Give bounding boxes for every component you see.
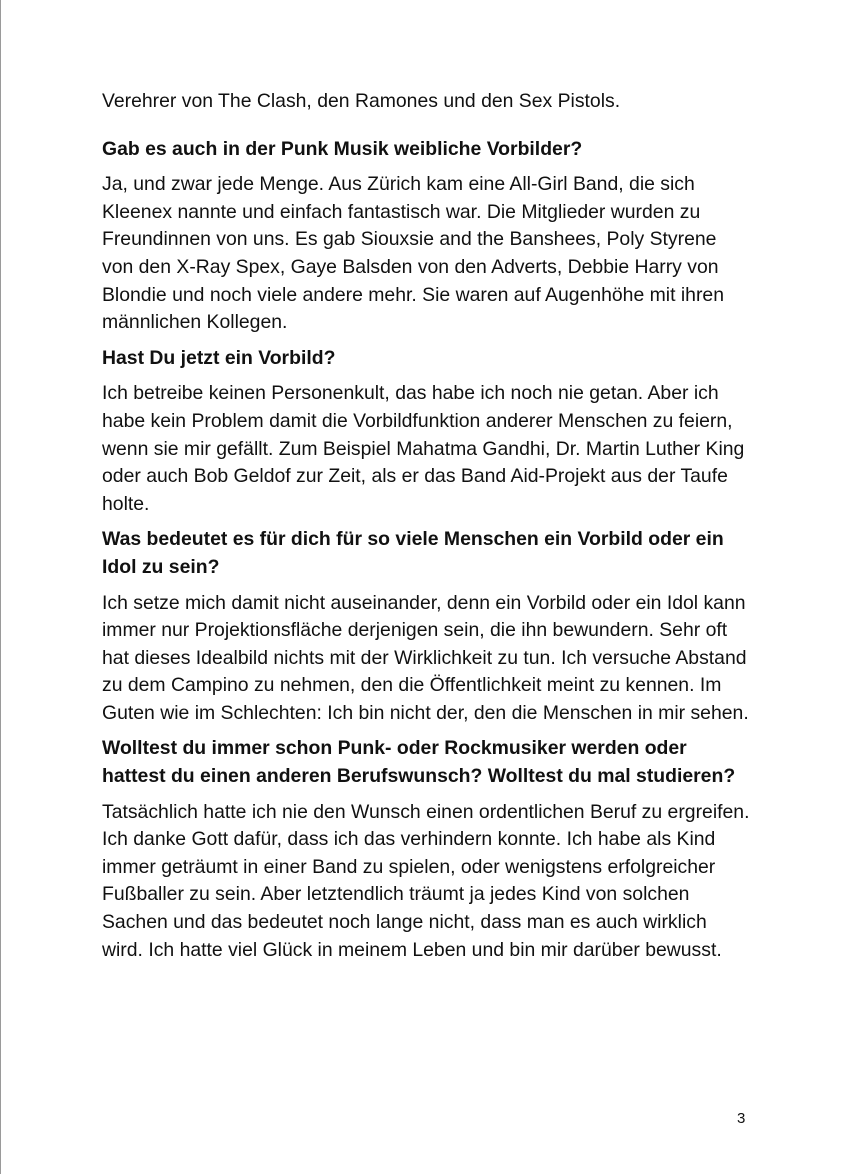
intro-line: Verehrer von The Clash, den Ramones und den Sex Pistols. — [102, 90, 621, 112]
question-2: Hast Du jetzt ein Vorbild? — [102, 346, 336, 369]
answer-3: Ich setze mich damit nicht auseinander, denn ein Vorbild oder ein Idol kann immer nur Projektionsfläche derjenigen sein, die ihn bewundern. Sehr oft hat dieses Idealbild nichts mit der Wirklichkeit zu tun. Ich versuche Abstand zu dem Campino zu nehmen, den die Öffentlichkeit meint zu kennen. Im Guten wie im Schlechten: Ich bin nicht der, den die Menschen in mir sehen. — [102, 591, 749, 724]
question-1: Gab es auch in der Punk Musik weibliche Vorbilder? — [102, 137, 583, 160]
question-3: Was bedeutet es für dich für so viele Menschen ein Vorbild oder ein Idol zu sein? — [102, 528, 724, 578]
page-number: 3 — [737, 1110, 746, 1127]
answer-2: Ich betreibe keinen Personenkult, das habe ich noch nie getan. Aber ich habe kein Problem damit die Vorbildfunktion anderer Menschen zu feiern, wenn sie mir gefällt. Zum Beispiel Mahatma Gandhi, Dr. Martin Luther King oder auch Bob Geldof zur Zeit, als er das Band Aid-Projekt aus der Taufe holte. — [102, 382, 745, 515]
question-4: Wolltest du immer schon Punk- oder Rockmusiker werden oder hattest du einen anderen Berufswunsch? Wolltest du mal studieren? — [102, 737, 736, 788]
page-content — [102, 88, 752, 972]
answer-4: Tatsächlich hatte ich nie den Wunsch einen ordentlichen Beruf zu ergreifen. Ich danke Gott dafür, dass ich das verhindern konnte. Ich habe als Kind immer geträumt in einer Band zu spielen, oder wenigstens erfolgreicher Fußballer zu sein. Aber letztendlich träumt ja jedes Kind von solchen Sachen und das bedeutet noch lange nicht, dass man es auch wirklich wird. Ich hatte viel Glück in meinem Leben und bin mir darüber bewusst. — [102, 800, 750, 961]
answer-1: Ja, und zwar jede Menge. Aus Zürich kam eine All-Girl Band, die sich Kleenex nannte und einfach fantastisch war. Die Mitglieder wurden zu Freundinnen von uns. Es gab Siouxsie and the Banshees, Poly Styrene von den X-Ray Spex, Gaye Balsden von den Adverts, Debbie Harry von Blondie und noch viele andere mehr. Sie waren auf Augenhöhe mit ihren männlichen Kollegen. — [102, 173, 724, 334]
